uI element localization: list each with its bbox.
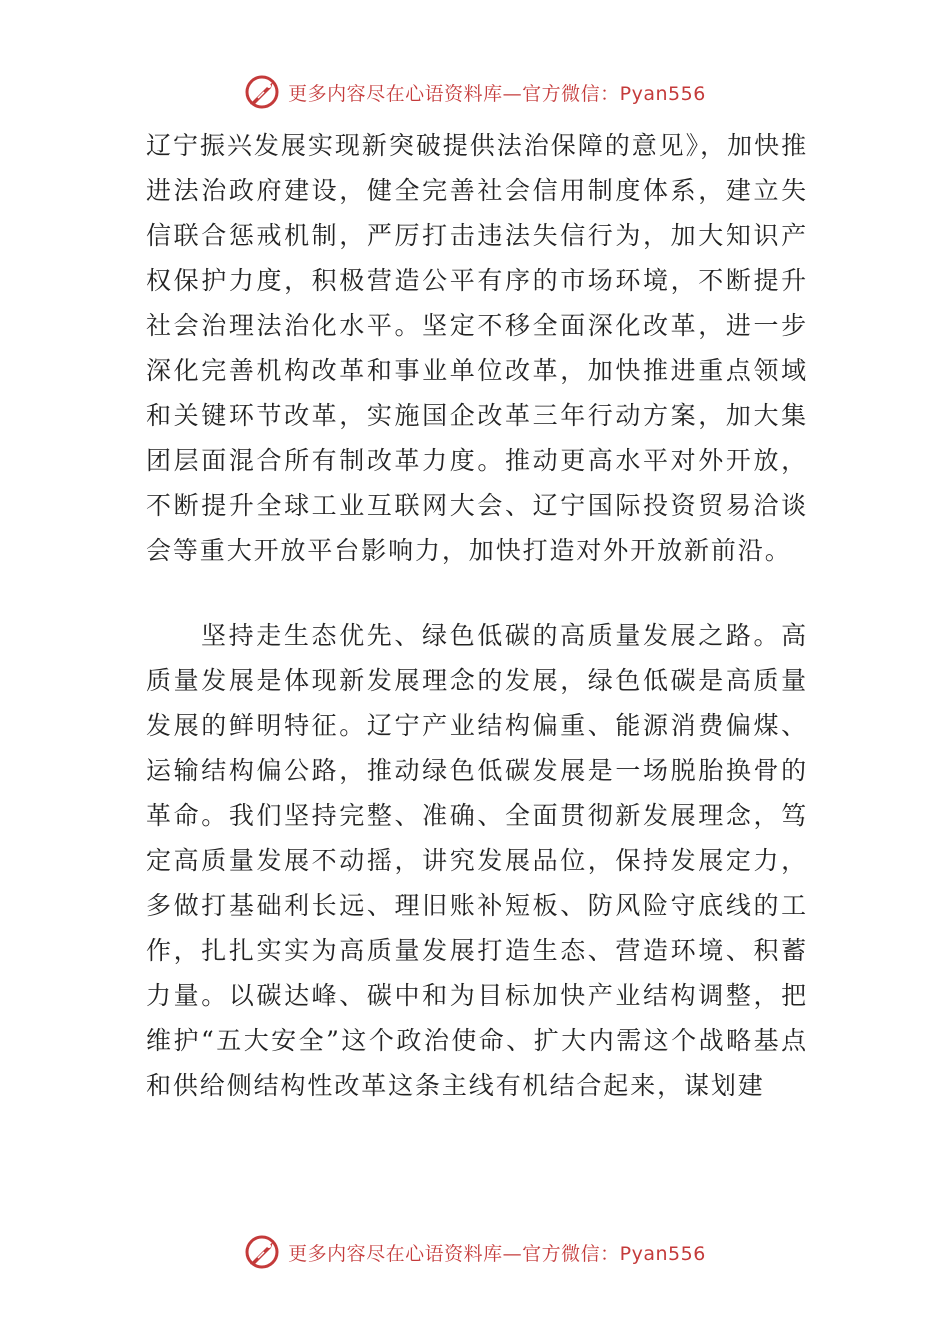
footer-banner-label: 更多内容尽在心语资料库—官方微信： bbox=[288, 1242, 620, 1265]
footer-wechat-id: Pyan556 bbox=[619, 1242, 706, 1265]
header-banner-label: 更多内容尽在心语资料库—官方微信： bbox=[288, 82, 620, 105]
header-banner bbox=[0, 70, 950, 114]
body-paragraph-2: 坚持走生态优先、绿色低碳的高质量发展之路。高质量发展是体现新发展理念的发展，绿色低碳是高质量发展的鲜明特征。辽宁产业结构偏重、能源消费偏煤、运输结构偏公路，推动绿色低碳发展是一场脱胎换骨的革命。我们坚持完整、准确、全面贯彻新发展理念，笃定高质量发展不动摇，讲究发展品位，保持发展定力，多做打基础利长远、理旧账补短板、防风险守底线的工作，扎扎实实为高质量发展打造生态、营造环境、积蓄力量。以碳达峰、碳中和为目标加快产业结构调整，把维护“五大安全”这个政治使命、扩大内需这个战略基点和供给侧结构性改革这条主线有机结合起来，谋划建 bbox=[146, 621, 808, 1100]
body-paragraph-1: 辽宁振兴发展实现新突破提供法治保障的意见》，加快推进法治政府建设，健全完善社会信用制度体系，建立失信联合惩戒机制，严厉打击违法失信行为，加大知识产权保护力度，积极营造公平有序的市场环境，不断提升社会治理法治化水平。坚定不移全面深化改革，进一步深化完善机构改革和事业单位改革，加快推进重点领域和关键环节改革，实施国企改革三年行动方案，加大集团层面混合所有制改革力度。推动更高水平对外开放，不断提升全球工业互联网大会、辽宁国际投资贸易洽谈会等重大开放平台影响力，加快打造对外开放新前沿。 bbox=[146, 131, 808, 565]
pen-nib-logo-icon bbox=[244, 1234, 280, 1270]
footer-banner bbox=[0, 1230, 950, 1274]
pen-nib-logo-icon bbox=[244, 74, 280, 110]
header-banner-text bbox=[288, 79, 706, 106]
header-wechat-id: Pyan556 bbox=[619, 82, 706, 105]
footer-banner-text bbox=[288, 1239, 706, 1266]
